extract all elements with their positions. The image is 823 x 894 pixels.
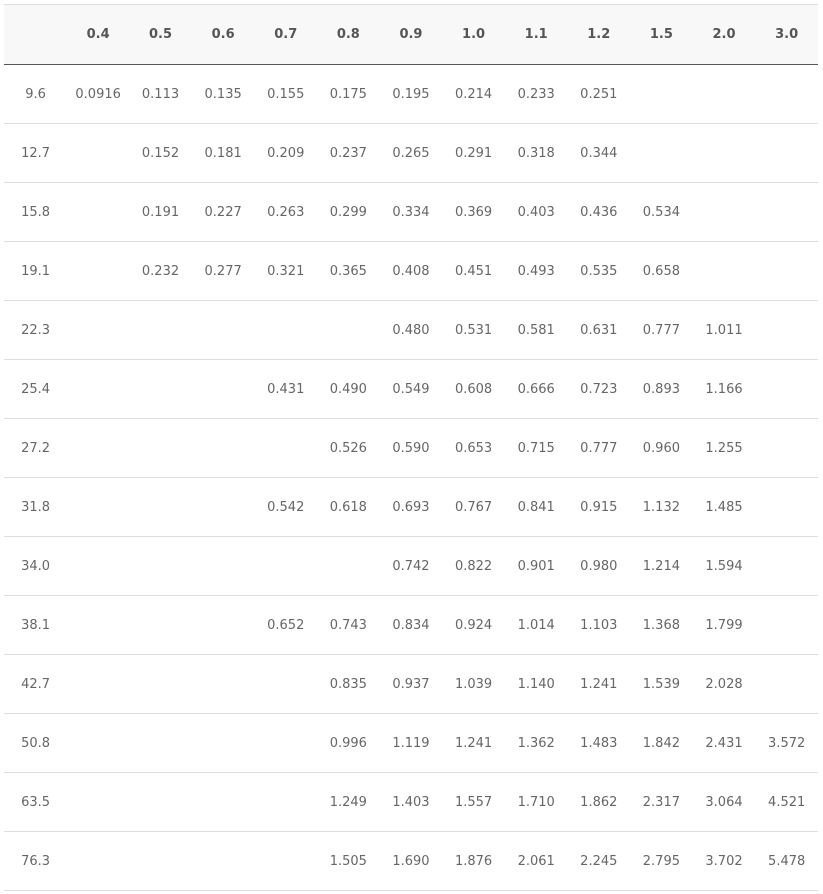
- value-cell: [317, 301, 380, 360]
- data-table: [4, 4, 818, 891]
- value-cell: [755, 183, 818, 242]
- value-cell: [192, 773, 255, 832]
- table-body: [4, 65, 818, 891]
- value-cell: [693, 124, 756, 183]
- value-cell: 0.777: [630, 301, 693, 360]
- value-cell: [67, 655, 129, 714]
- value-cell: 0.767: [442, 478, 505, 537]
- value-cell: 0.652: [254, 596, 317, 655]
- value-cell: 0.893: [630, 360, 693, 419]
- value-cell: 1.362: [505, 714, 568, 773]
- value-cell: [755, 124, 818, 183]
- value-cell: 2.028: [693, 655, 756, 714]
- table-row: [4, 714, 818, 773]
- value-cell: [630, 65, 693, 124]
- row-label-cell: 22.3: [4, 301, 67, 360]
- header-cell: 0.5: [129, 5, 192, 65]
- table-header: [4, 5, 818, 65]
- value-cell: 0.534: [630, 183, 693, 242]
- row-label-cell: 42.7: [4, 655, 67, 714]
- value-cell: [755, 655, 818, 714]
- value-cell: 0.436: [567, 183, 630, 242]
- value-cell: [192, 301, 255, 360]
- value-cell: 1.140: [505, 655, 568, 714]
- value-cell: [67, 360, 129, 419]
- header-cell: 1.1: [505, 5, 568, 65]
- value-cell: 0.937: [380, 655, 443, 714]
- value-cell: 0.181: [192, 124, 255, 183]
- value-cell: 0.960: [630, 419, 693, 478]
- value-cell: 1.014: [505, 596, 568, 655]
- value-cell: 0.835: [317, 655, 380, 714]
- row-label-cell: 9.6: [4, 65, 67, 124]
- value-cell: 3.572: [755, 714, 818, 773]
- value-cell: [192, 478, 255, 537]
- value-cell: 1.799: [693, 596, 756, 655]
- value-cell: [129, 478, 192, 537]
- value-cell: [67, 773, 129, 832]
- value-cell: [755, 65, 818, 124]
- value-cell: 0.318: [505, 124, 568, 183]
- row-label-cell: 50.8: [4, 714, 67, 773]
- value-cell: [254, 301, 317, 360]
- value-cell: 0.666: [505, 360, 568, 419]
- value-cell: 0.531: [442, 301, 505, 360]
- value-cell: 0.715: [505, 419, 568, 478]
- value-cell: 1.241: [567, 655, 630, 714]
- value-cell: 2.431: [693, 714, 756, 773]
- header-cell-corner: [4, 5, 67, 65]
- value-cell: 1.368: [630, 596, 693, 655]
- row-label-cell: 12.7: [4, 124, 67, 183]
- value-cell: [254, 773, 317, 832]
- value-cell: 0.155: [254, 65, 317, 124]
- value-cell: [67, 714, 129, 773]
- table-row: [4, 360, 818, 419]
- table-row: [4, 301, 818, 360]
- value-cell: [254, 832, 317, 891]
- table-row: [4, 596, 818, 655]
- value-cell: 0.113: [129, 65, 192, 124]
- value-cell: [129, 419, 192, 478]
- value-cell: 5.478: [755, 832, 818, 891]
- row-label-cell: 31.8: [4, 478, 67, 537]
- value-cell: [129, 301, 192, 360]
- value-cell: 0.0916: [67, 65, 129, 124]
- value-cell: 1.214: [630, 537, 693, 596]
- value-cell: [755, 419, 818, 478]
- value-cell: [192, 714, 255, 773]
- header-cell: 0.7: [254, 5, 317, 65]
- value-cell: 2.795: [630, 832, 693, 891]
- value-cell: 0.175: [317, 65, 380, 124]
- value-cell: 0.901: [505, 537, 568, 596]
- row-label-cell: 76.3: [4, 832, 67, 891]
- value-cell: [317, 537, 380, 596]
- value-cell: 0.653: [442, 419, 505, 478]
- value-cell: 1.505: [317, 832, 380, 891]
- value-cell: [755, 301, 818, 360]
- header-cell: 0.4: [67, 5, 129, 65]
- value-cell: 0.451: [442, 242, 505, 301]
- value-cell: 0.334: [380, 183, 443, 242]
- value-cell: 1.241: [442, 714, 505, 773]
- value-cell: 2.245: [567, 832, 630, 891]
- value-cell: 0.403: [505, 183, 568, 242]
- value-cell: [192, 655, 255, 714]
- value-cell: [630, 124, 693, 183]
- value-cell: 0.549: [380, 360, 443, 419]
- value-cell: 0.834: [380, 596, 443, 655]
- value-cell: 0.915: [567, 478, 630, 537]
- value-cell: 0.237: [317, 124, 380, 183]
- table-row: [4, 419, 818, 478]
- row-label-cell: 19.1: [4, 242, 67, 301]
- value-cell: 0.209: [254, 124, 317, 183]
- table-row: [4, 242, 818, 301]
- value-cell: [254, 655, 317, 714]
- header-cell: 0.6: [192, 5, 255, 65]
- row-label-cell: 15.8: [4, 183, 67, 242]
- value-cell: 1.483: [567, 714, 630, 773]
- value-cell: 0.996: [317, 714, 380, 773]
- value-cell: [67, 183, 129, 242]
- header-cell: 1.0: [442, 5, 505, 65]
- value-cell: 0.135: [192, 65, 255, 124]
- value-cell: 0.841: [505, 478, 568, 537]
- value-cell: 0.369: [442, 183, 505, 242]
- value-cell: 0.431: [254, 360, 317, 419]
- value-cell: 0.480: [380, 301, 443, 360]
- value-cell: [254, 714, 317, 773]
- value-cell: 1.876: [442, 832, 505, 891]
- value-cell: 0.581: [505, 301, 568, 360]
- header-cell: 1.2: [567, 5, 630, 65]
- value-cell: 2.317: [630, 773, 693, 832]
- value-cell: 1.710: [505, 773, 568, 832]
- value-cell: 0.608: [442, 360, 505, 419]
- value-cell: 0.723: [567, 360, 630, 419]
- value-cell: 0.299: [317, 183, 380, 242]
- value-cell: [67, 596, 129, 655]
- value-cell: [693, 65, 756, 124]
- value-cell: 2.061: [505, 832, 568, 891]
- value-cell: 0.535: [567, 242, 630, 301]
- value-cell: [693, 183, 756, 242]
- value-cell: 1.842: [630, 714, 693, 773]
- value-cell: 1.011: [693, 301, 756, 360]
- value-cell: [129, 773, 192, 832]
- value-cell: 1.557: [442, 773, 505, 832]
- value-cell: 0.980: [567, 537, 630, 596]
- value-cell: [67, 242, 129, 301]
- value-cell: 1.039: [442, 655, 505, 714]
- value-cell: 0.493: [505, 242, 568, 301]
- value-cell: 0.693: [380, 478, 443, 537]
- value-cell: 0.191: [129, 183, 192, 242]
- value-cell: [693, 242, 756, 301]
- value-cell: 0.227: [192, 183, 255, 242]
- header-cell: 1.5: [630, 5, 693, 65]
- value-cell: [67, 124, 129, 183]
- value-cell: 0.526: [317, 419, 380, 478]
- data-table-container: [4, 4, 818, 891]
- value-cell: [67, 832, 129, 891]
- row-label-cell: 38.1: [4, 596, 67, 655]
- value-cell: 0.233: [505, 65, 568, 124]
- value-cell: [254, 419, 317, 478]
- value-cell: 0.195: [380, 65, 443, 124]
- table-row: [4, 655, 818, 714]
- value-cell: [129, 714, 192, 773]
- table-row: [4, 65, 818, 124]
- value-cell: 0.265: [380, 124, 443, 183]
- value-cell: 0.251: [567, 65, 630, 124]
- value-cell: [67, 419, 129, 478]
- value-cell: [755, 596, 818, 655]
- value-cell: 0.365: [317, 242, 380, 301]
- value-cell: 0.291: [442, 124, 505, 183]
- value-cell: 0.631: [567, 301, 630, 360]
- table-row: [4, 773, 818, 832]
- table-row: [4, 124, 818, 183]
- value-cell: 1.594: [693, 537, 756, 596]
- value-cell: 3.702: [693, 832, 756, 891]
- value-cell: [192, 596, 255, 655]
- value-cell: 1.539: [630, 655, 693, 714]
- value-cell: 0.214: [442, 65, 505, 124]
- table-row: [4, 183, 818, 242]
- header-row: [4, 5, 818, 65]
- value-cell: 0.777: [567, 419, 630, 478]
- value-cell: [129, 596, 192, 655]
- row-label-cell: 34.0: [4, 537, 67, 596]
- value-cell: 4.521: [755, 773, 818, 832]
- value-cell: 0.344: [567, 124, 630, 183]
- value-cell: [192, 419, 255, 478]
- value-cell: 0.742: [380, 537, 443, 596]
- value-cell: 1.403: [380, 773, 443, 832]
- value-cell: 1.249: [317, 773, 380, 832]
- value-cell: 0.924: [442, 596, 505, 655]
- value-cell: 0.822: [442, 537, 505, 596]
- value-cell: [67, 478, 129, 537]
- value-cell: [67, 301, 129, 360]
- value-cell: 0.542: [254, 478, 317, 537]
- value-cell: [67, 537, 129, 596]
- value-cell: 1.485: [693, 478, 756, 537]
- value-cell: [755, 242, 818, 301]
- table-row: [4, 832, 818, 891]
- value-cell: 1.132: [630, 478, 693, 537]
- header-cell: 2.0: [693, 5, 756, 65]
- value-cell: [192, 360, 255, 419]
- row-label-cell: 63.5: [4, 773, 67, 832]
- value-cell: 0.658: [630, 242, 693, 301]
- value-cell: 3.064: [693, 773, 756, 832]
- value-cell: 0.590: [380, 419, 443, 478]
- value-cell: 0.232: [129, 242, 192, 301]
- value-cell: [755, 360, 818, 419]
- value-cell: [129, 360, 192, 419]
- value-cell: 1.690: [380, 832, 443, 891]
- table-row: [4, 478, 818, 537]
- value-cell: [254, 537, 317, 596]
- value-cell: [129, 832, 192, 891]
- value-cell: 1.166: [693, 360, 756, 419]
- value-cell: 0.321: [254, 242, 317, 301]
- value-cell: 0.277: [192, 242, 255, 301]
- value-cell: [129, 655, 192, 714]
- value-cell: [755, 478, 818, 537]
- value-cell: 0.490: [317, 360, 380, 419]
- value-cell: 1.862: [567, 773, 630, 832]
- row-label-cell: 27.2: [4, 419, 67, 478]
- value-cell: 0.618: [317, 478, 380, 537]
- value-cell: 0.152: [129, 124, 192, 183]
- value-cell: [192, 832, 255, 891]
- table-row: [4, 537, 818, 596]
- value-cell: 0.263: [254, 183, 317, 242]
- value-cell: 1.255: [693, 419, 756, 478]
- value-cell: 1.119: [380, 714, 443, 773]
- header-cell: 0.8: [317, 5, 380, 65]
- value-cell: 1.103: [567, 596, 630, 655]
- header-cell: 3.0: [755, 5, 818, 65]
- row-label-cell: 25.4: [4, 360, 67, 419]
- value-cell: 0.408: [380, 242, 443, 301]
- value-cell: [129, 537, 192, 596]
- value-cell: [192, 537, 255, 596]
- value-cell: 0.743: [317, 596, 380, 655]
- header-cell: 0.9: [380, 5, 443, 65]
- value-cell: [755, 537, 818, 596]
